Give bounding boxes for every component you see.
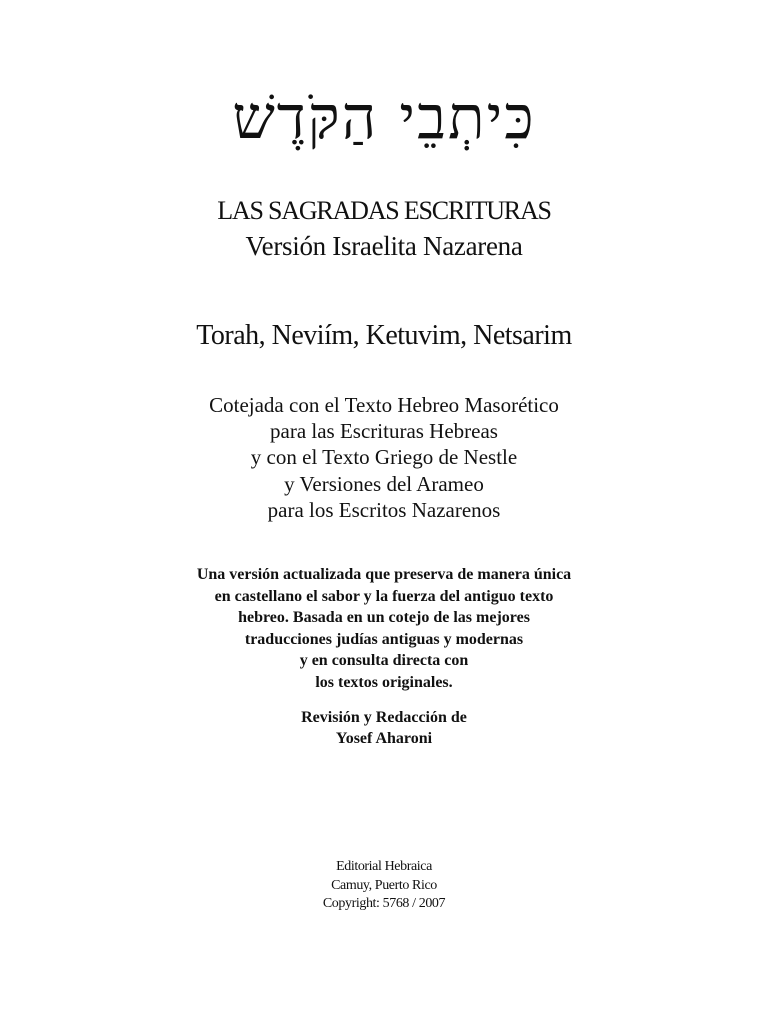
description-line: y en consulta directa con xyxy=(299,652,469,670)
publisher-name: Editorial Hebraica xyxy=(336,859,432,874)
collation-line: y con el Texto Griego de Nestle xyxy=(250,445,518,470)
description-line: hebreo. Basada en un cotejo de las mejores xyxy=(238,609,530,627)
editor-name: Yosef Aharoni xyxy=(335,730,433,747)
copyright-line: Copyright: 5768 / 2007 xyxy=(322,896,446,911)
description-line: traducciones judías antiguas y modernas xyxy=(244,630,524,648)
collation-line: para las Escrituras Hebreas xyxy=(270,419,498,444)
book-title: LAS SAGRADAS ESCRITURAS xyxy=(217,196,551,225)
version-description xyxy=(0,564,768,694)
description-line: Una versión actualizada que preserva de manera única xyxy=(196,566,572,583)
version-subtitle: Versión Israelita Nazarena xyxy=(245,231,523,261)
description-line: los textos originales. xyxy=(315,673,453,691)
collation-line: Cotejada con el Texto Hebreo Masorético xyxy=(209,393,559,417)
publisher-info xyxy=(0,858,768,914)
hebrew-title: כִּיתְבֵי הַקֹּדֶשׁ xyxy=(232,83,536,153)
scripture-sections: Torah, Neviím, Ketuvim, Netsarim xyxy=(196,320,572,351)
collation-line: para los Escritos Nazarenos xyxy=(267,497,501,522)
editor-credit-label: Revisión y Redacción de xyxy=(301,709,467,726)
collation-statement xyxy=(0,392,768,523)
editor-credit xyxy=(0,707,768,749)
description-line: en castellano el sabor y la fuerza del antiguo texto xyxy=(214,587,554,605)
publisher-location: Camuy, Puerto Rico xyxy=(331,877,437,893)
collation-line: y Versiones del Arameo xyxy=(284,471,484,496)
